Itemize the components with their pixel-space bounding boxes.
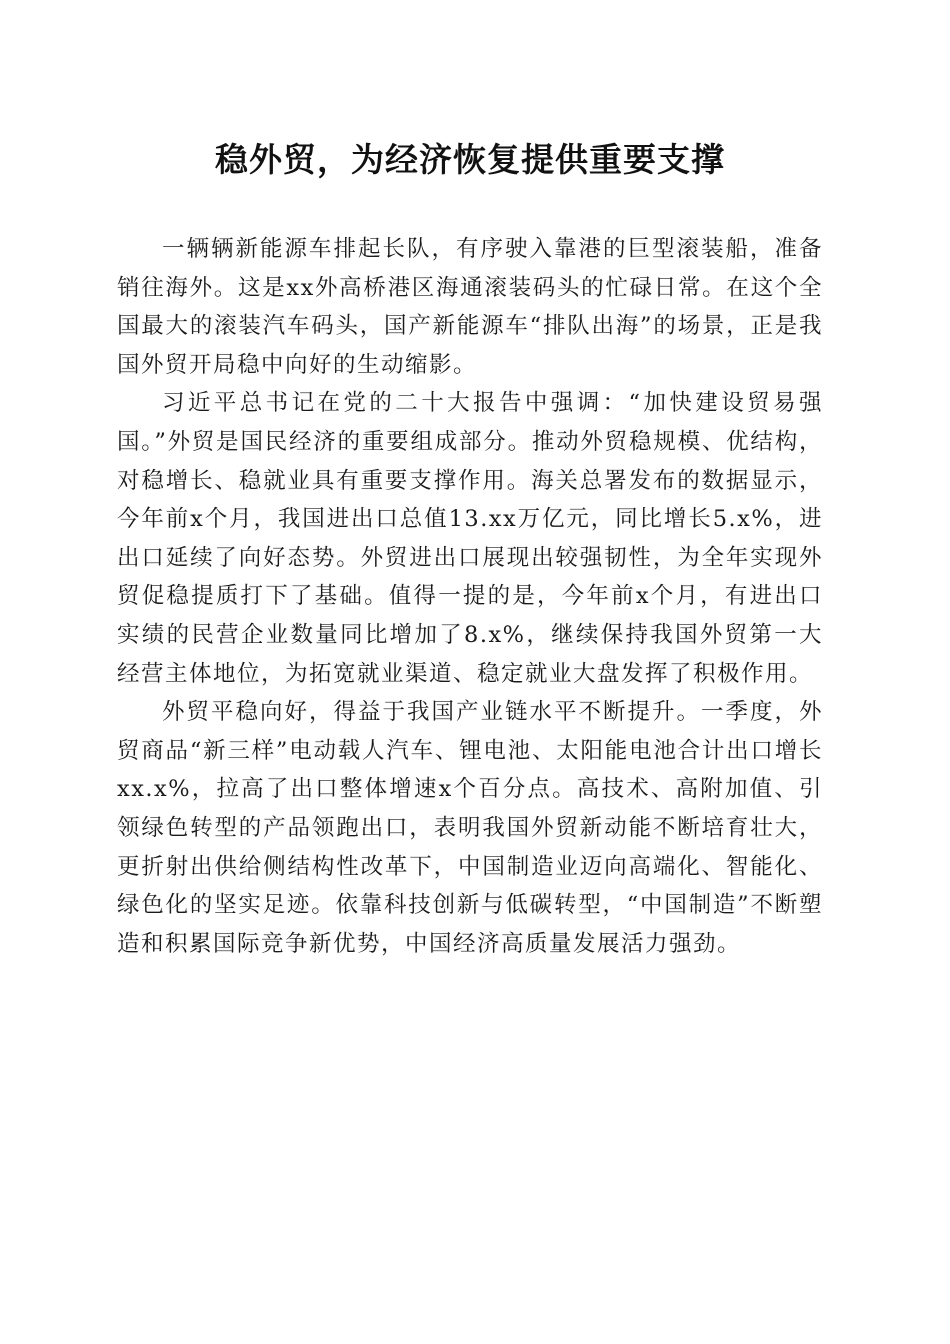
document-title: 稳外贸，为经济恢复提供重要支撑 (215, 140, 725, 179)
document-body (117, 230, 823, 963)
document-page (117, 0, 823, 963)
paragraph-1: 一辆辆新能源车排起长队，有序驶入靠港的巨型滚装船，准备销往海外。这是xx外高桥港区海通滚装码头的忙碌日常。在这个全国最大的滚装汽车码头，国产新能源车“排队出海”的场景，正是我国外贸开局稳中向好的生动缩影。 (117, 236, 823, 378)
paragraph-3: 外贸平稳向好，得益于我国产业链水平不断提升。一季度，外贸商品“新三样”电动载人汽车、锂电池、太阳能电池合计出口增长xx.x%，拉高了出口整体增速x个百分点。高技术、高附加值、引领绿色转型的产品领跑出口，表明我国外贸新动能不断培育壮大，更折射出供给侧结构性改革下，中国制造业迈向高端化、智能化、绿色化的坚实足迹。依靠科技创新与低碳转型，“中国制造”不断塑造和积累国际竞争新优势，中国经济高质量发展活力强劲。 (117, 699, 823, 957)
paragraph-2: 习近平总书记在党的二十大报告中强调：“加快建设贸易强国。”外贸是国民经济的重要组成部分。推动外贸稳规模、优结构，对稳增长、稳就业具有重要支撑作用。海关总署发布的数据显示，今年前x个月，我国进出口总值13.xx万亿元，同比增长5.x%，进出口延续了向好态势。外贸进出口展现出较强韧性，为全年实现外贸促稳提质打下了基础。值得一提的是，今年前x个月，有进出口实绩的民营企业数量同比增加了8.x%，继续保持我国外贸第一大经营主体地位，为拓宽就业渠道、稳定就业大盘发挥了积极作用。 (117, 390, 823, 687)
